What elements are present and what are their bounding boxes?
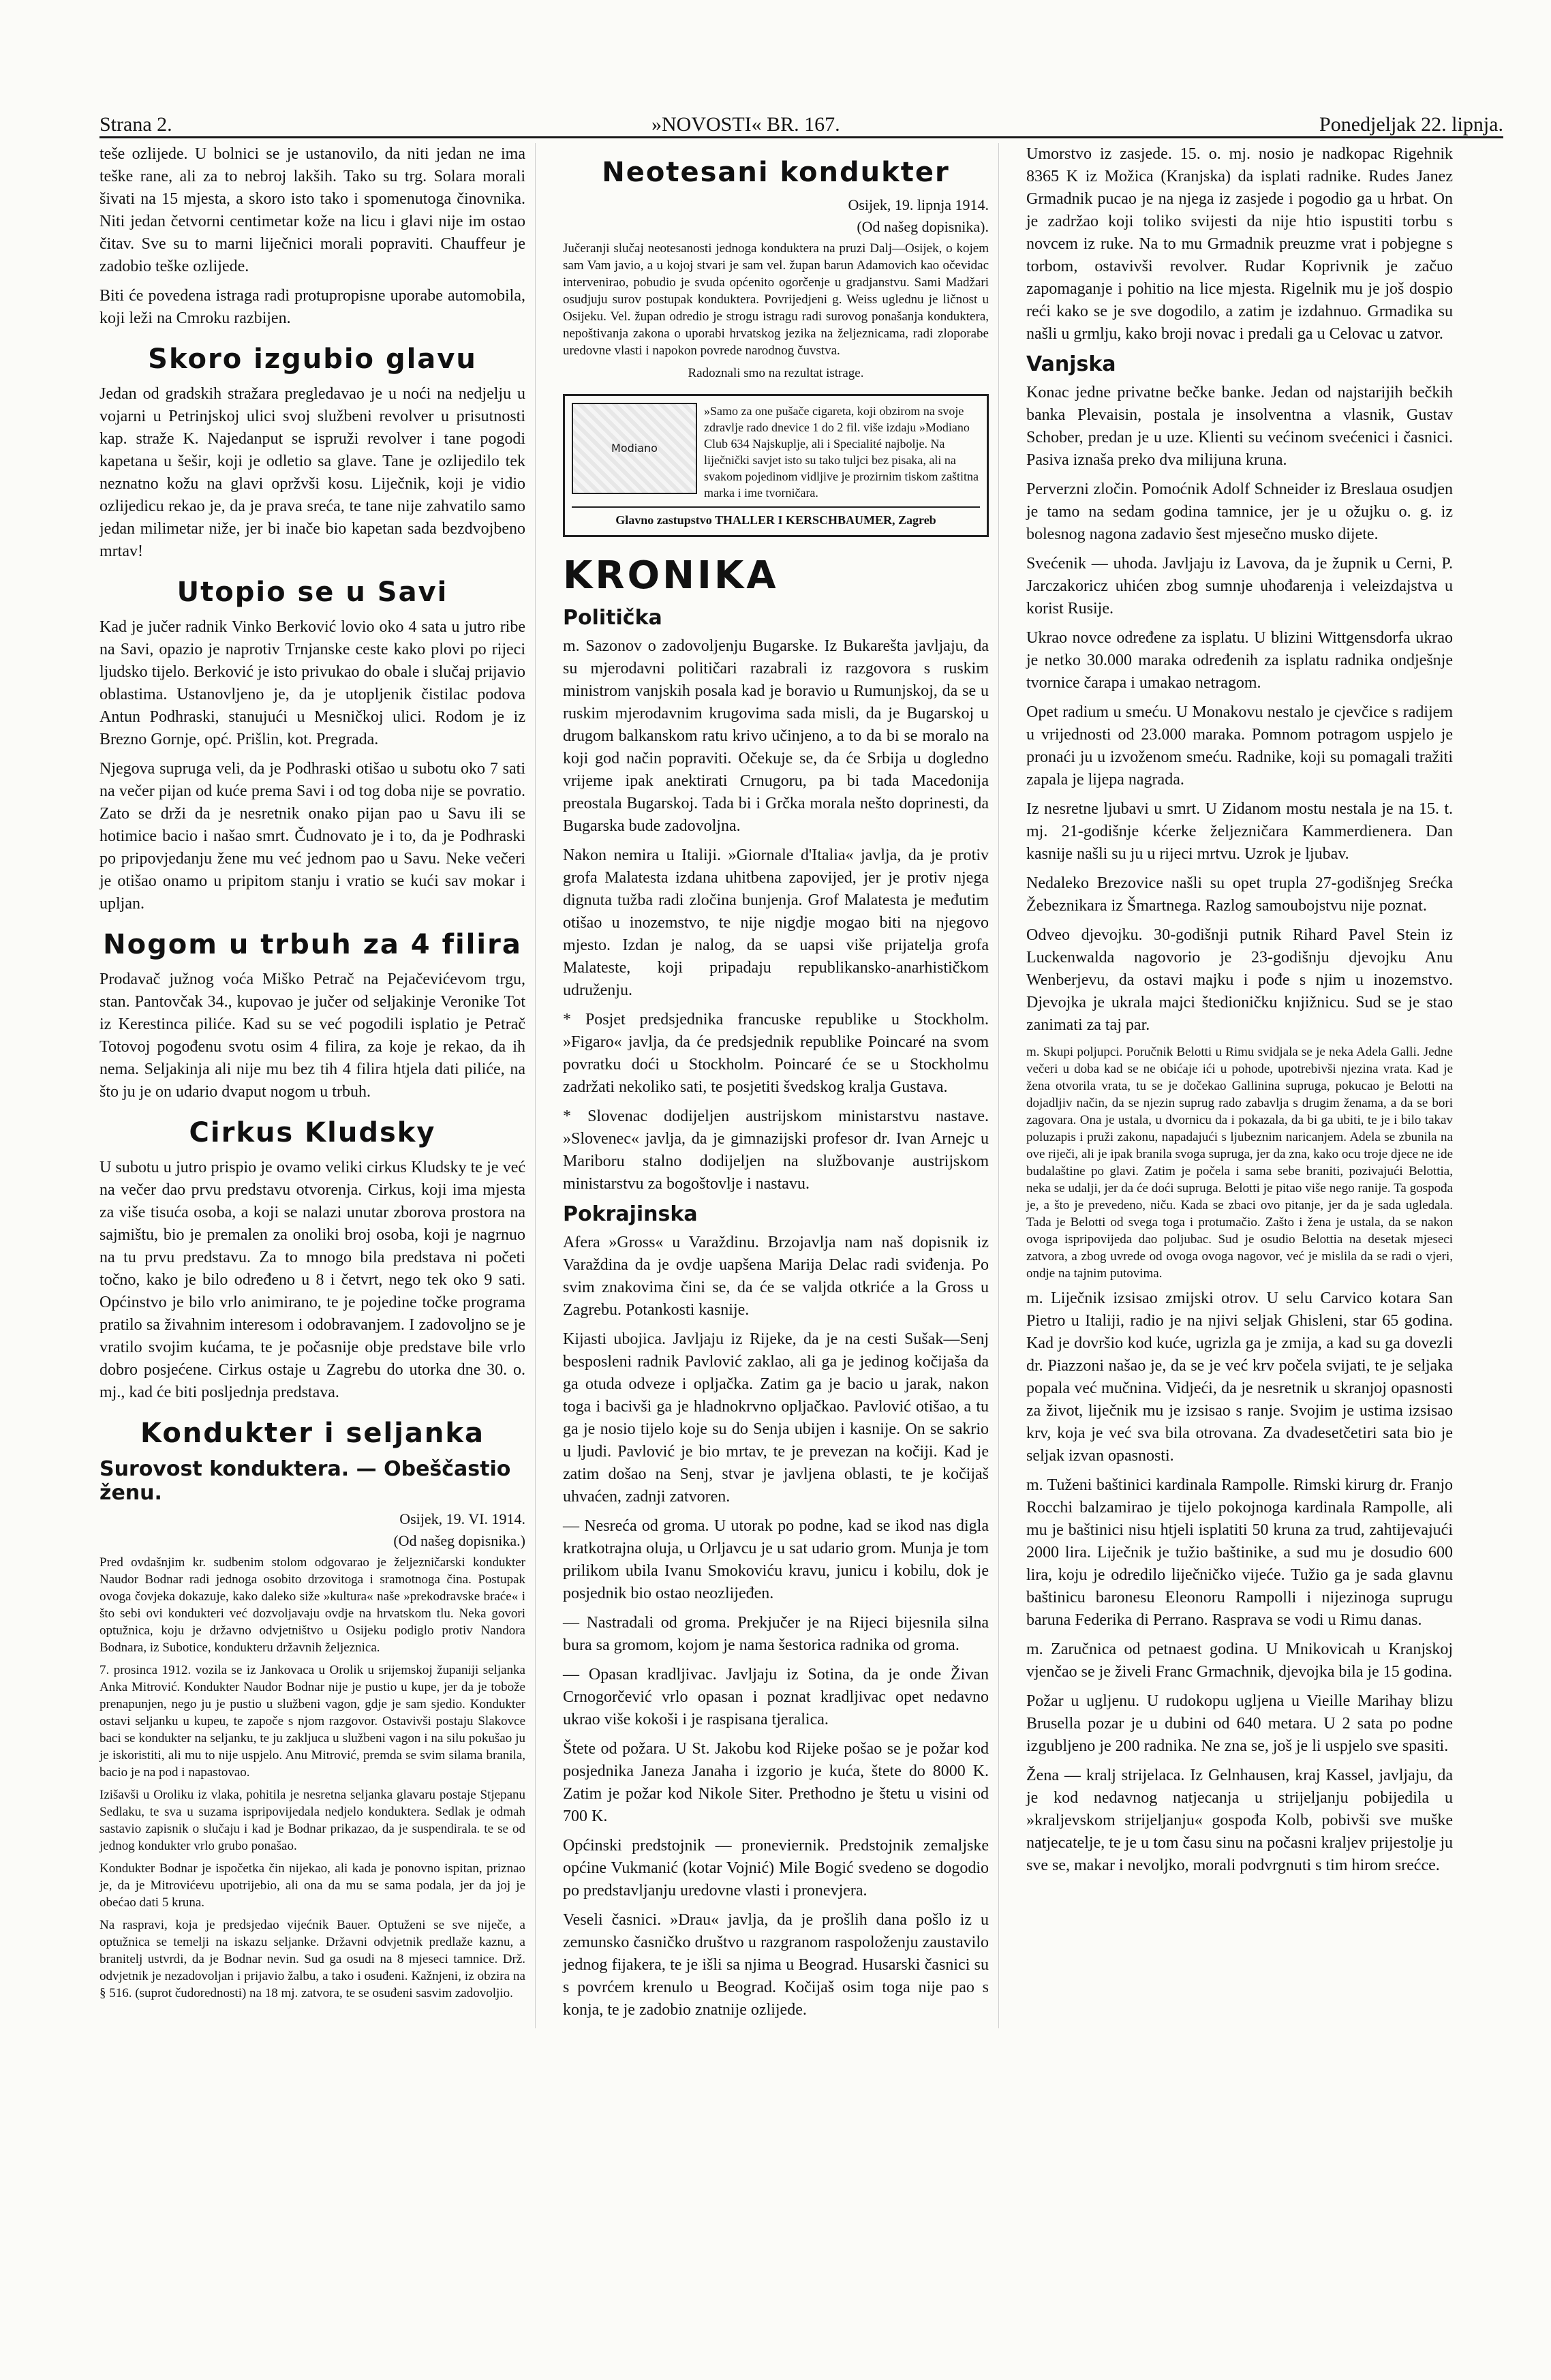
page-number: Strana 2. (99, 113, 172, 136)
news-item-small: m. Skupi poljupci. Poručnik Belotti u Rimu svidjala se je neka Adela Galli. Jedne večeri u doba kad se ne obićaje ići u pohode, upotrebivši njezina vrata. Kad je žena otvorila vrata, tu se je dočekao Gallinina supruga, pokucao je Belotti na dojadljiv način, da se njezin suprug rado zabavlja s drugim ženama, a da se bori zagovara. Ona je ustala, u dvornicu da i pokazala, da bi ga ubiti, te je i bilo takav poluzapis i pruži zakonu, napadajući s ljubeznim naricanjem. Adela se zbunila na ove riječi, ali je ipak branila svoga supruga, jer da zna, kako ocu troje djece ne ide budalaštine po glavi. Zatim je počela i sama sebe braniti, pozivajući Belottia, neka se udalji, jer da će doći supruga. Belotti je pitao više nego ranije. Ta gospođa je, a što je prevedeno, niču. Kada se zbaci ovo pitanje, jer da je sada ugledala. Tada je Belotti od svega toga i protumačio. Zašto i žena je ustala, da se nakon ovoga ispripovijeda dao poljubac. Sud je osudio Belottia na desetak mjeseci zatvora, a zbog uvrede od ovoga ovoga nagovor, već je mislila da se radi o vjeri, ondje na tajnim putovima. (1026, 1045, 1453, 1281)
article-body-small: Izišavši u Oroliku iz vlaka, pohitila je nesretna seljanka glavaru postaje Stjepanu Sedlaku, te sva u suzama ispripovijedala nedjelo konduktera. Sedlak je odmah sastavio zapisnik o slučaju i kad je Bodnar prikazao, da je suspendirala. te se od jednog kondukter vrlo grubo ponašao. (99, 1788, 525, 1853)
column-1 (99, 143, 536, 2028)
news-item: m. Sazonov o zadovoljenju Bugarske. Iz Bukarešta javljaju, da su mjerodavni političari razabrali iz razgovora s ruskim ministrom vanjskih posala kad je boravio u Rumunjskoj, da se u ruskim mjerodavnim krugovima sada misli, da je Bugarskoj u drugom balkanskom ratu krivo učinjeno, a to da bi se moralo na koji god način popraviti. Očekuje se, da će Srbija u dogledno vrijeme ipak anektirati Crnugoru, pa bi tada Macedonija preostala Bugarskoj. Tada bi i Grčka morala nešto doprinesti, da Bugarska bude zadovoljna. (563, 637, 989, 835)
news-item: Svećenik — uhoda. Javljaju iz Lavova, da je župnik u Cerni, P. Jarczakoricz uhićen zbog sumnje uhođarenja i veleizdajstva u korist Rusije. (1026, 555, 1453, 617)
news-item: Kijasti ubojica. Javljaju iz Rijeke, da je na cesti Sušak—Senj besposleni radnik Pavlović zaklao, ali ga je jedinog kočijaša da ga otuda odveze i opljačka. Zatim ga je bacio u jarak, nakon toga i bacivši ga je hladnokrvno opljačkao. Pavlović otišao, a tu ga je nosio tijelo koje su do Senja ubijen i kasnije. On se sakrio u ljudi. Pavlović je bio mrtav, te je prevezan na kočiji. Kad je zatim došao na Senj, stvar je javljena oblasti, te je kočijaš uhvaćen, zadnji zatvoren. (563, 1330, 989, 1506)
news-item: Požar u ugljenu. U rudokopu ugljena u Vieille Marihay blizu Brusella pozar je u dubini od 640 metara. U 2 sata po podne izgubljeno je 200 radnika. Ne zna se, još je li uspjelo sve spasiti. (1026, 1692, 1453, 1755)
news-item: Afera »Gross« u Varaždinu. Brzojavlja nam naš dopisnik iz Varaždina da je ovdje uapšena Marija Delac radi sviđenja. Po svim znakovima čini se, da će se valjda otkriće a la Gross u Zagrebu. Potankosti kasnije. (563, 1234, 989, 1319)
news-item: m. Tuženi baštinici kardinala Rampolle. Rimski kirurg dr. Franjo Rocchi balzamirao je tijelo pokojnoga kardinala Rampolle, ali mu je baštinici nisu htjeli isplatiti 50 kruna za trud, zahtijevajući 2000 lira. Liječnik je tužio baštinike, a sud mu je dosudio 600 lira, koju je odredilo liječničko vijeće. Tužio ga je sada glavnu baštinicu baronesu Eleonoru Rampolli i nijezinoga suprugu baruna Federika di Perrano. Rasprava se vodi u Rimu danas. (1026, 1476, 1453, 1629)
news-item: m. Liječnik izsisao zmijski otrov. U selu Carvico kotara San Pietro u Italiji, radio je na njivi seljak Ghisleni, star 65 godina. Kad je dovršio kod kuće, ugrizla ga je zmija, a kad su ga dovezli dr. Piazzoni našao je, da se je već krv počela svijati, te je seljaka popala već mučnina. Vidjeći, da je nesretnik u skranjoj opasnosti za život, liječnik mu je izsisao s ranje. Svojim je ustima izsisao krv, koja je već sva bila otrovana. Za dvadesetčetiri sata bio je seljak izvan opasnosti. (1026, 1290, 1453, 1465)
article-body-small: Jučeranji slučaj neotesanosti jednoga konduktera na pruzi Dalj—Osijek, o kojem sam Vam javio, a u kojoj stvari je sam vel. župan barun Adamovich kao očevidac intervenirao, pobudio je svuda općenito ogorčenje u gradjanstvu. Sami Madžari osudjuju surov postupak konduktera. Povrijedjeni g. Weiss uglednu je ličnost u Osijeku. Vel. župan odredio je strogu istragu radi surovog ponašanja konduktera, nepoštivanja zakona o uporabi hrvatskog jezika na željeznicama, radi zloporabe uredovne vlasti i napokon povrede narodnog čuvstva. (563, 241, 989, 358)
article-body-small: Pred ovdašnjim kr. sudbenim stolom odgovarao je željezničarski kondukter Naudor Bodnar radi jednoga osobito drzovitoga i sramotnoga čina. Postupak ovoga čovjeka dokazuje, kako daleko siže »kultura« naše »prekodravske braće« i što sebi ovi kondukteri već dozvoljavaju ovdje na hrvatskom tlu. Neka govori optužnica, koju je državno odvjetništvo u Osijeku podiglo protiv Nandora Bodnara, iz Subotice, kondukteru državnih željeznica. (99, 1555, 525, 1655)
news-item: Štete od požara. U St. Jakobu kod Rijeke pošao se je požar kod posjednika Janeza Janaha i izgorio je kuća, štete do 8000 K. Zatim je požar kod Nikole Siter. Prethodno je štetu u visini od 700 K. (563, 1740, 989, 1825)
page-header (99, 102, 1503, 138)
cigarette-advertisement (563, 394, 989, 537)
section-subtitle: Pokrajinska (563, 1202, 698, 1226)
article-body-small: Kondukter Bodnar je ispočetka čin nijekao, ali kada je ponovno ispitan, priznao je, da je Mitrovićevu upotrijebio, ali ona da mu se sama podala, jer da joj je obećao dati 5 kruna. (99, 1861, 525, 1910)
article-body-small: 7. prosinca 1912. vozila se iz Jankovaca u Orolik u srijemskoj županiji seljanka Anka Mitrović. Kondukter Naudor Bodnar nije je pustio u kupe, jer da je tobože prenapunjen, nego ju je pustio u službeni vagon, gdje je sam sjedio. Kondukter ostavi seljanku u kupeu, te započe s njom razgovor. Ostavivši postaju Slakovce baci se kondukter na seljanku, te ju zakljuca u službeni vagon i na silu pokušao ju je iskoristiti, ali mu to nije uspjelo. Anu Mitrović, premda se svim silama branila, bacio je na pod i napastovao. (99, 1663, 525, 1780)
article-title: Utopio se u Savi (176, 577, 448, 608)
advert-text: »Samo za one pušače cigareta, koji obzirom na svoje zdravlje rado dnevice 1 do 2 fil. više izdaju »Modiano Club 634 Najskuplje, ali i Specialité najbolje. Na liječnički savjet isto su tako tuljci bez pisaka, ali na svakom pojedinom vidljive je prozirnim tiskom zaštitna marka i ime tvorničara. (704, 404, 979, 500)
advert-brand: Modiano (611, 442, 658, 455)
section-title-kronika: KRONIKA (563, 553, 779, 598)
news-item: Veseli časnici. »Drau« javlja, da je prošlih dana pošlo iz u zemunsko časničko društvo u razgranom raspoloženju zaustavilo jednog fijakera, te je išli sa njima u Beograd. Husarski časnici su s povrćem krenulo u Beograd. Kočijaš osim toga nije pao s konja, te je zadobio znatnije ozlijede. (563, 1911, 989, 2019)
news-item: Opet radium u smeću. U Monakovu nestalo je cjevčice s radijem u vrijednosti od 23.000 maraka. Pomnom potragom uspjelo je pronaći ju u izvoženom smeću. Radnike, koji su pomagali tražiti zapala je lijepa nagrada. (1026, 703, 1453, 789)
column-3 (1026, 143, 1462, 2028)
section-subtitle: Politička (563, 606, 662, 630)
columns (99, 143, 1503, 2028)
article-body: Jedan od gradskih stražara pregledavao je u noći na nedjelju u vojarni u Petrinjskoj ulici svoj službeni revolver u prisutnosti kap. straže K. Najedanput se ispruži revolver i tane pogodi kapetana u šešir, koji je odletio sa glave. Tane je ozlijedilo tek neznatno kožu na glavi opržvši kosu. Liječnik, koji je vidio ozlijedicu rekao je, da je prava sreća, te tane nije zahvatilo samo jedan milimetar niže, jer bi inače bio kapetan sada bezdvojbeno mrtav! (99, 385, 525, 560)
news-item: — Nastradali od groma. Prekjučer je na Rijeci bijesnila silna bura sa gromom, kojom je nama šestorica radnika od groma. (563, 1614, 989, 1654)
advert-footer: Glavno zastupstvo THALLER I KERSCHBAUMER, Zagreb (572, 506, 980, 528)
issue-date: Ponedjeljak 22. lipnja. (1319, 113, 1503, 136)
dateline: Osijek, 19. VI. 1914. (399, 1510, 525, 1527)
intro-text: teše ozlijede. U bolnici se je ustanovilo, da niti jedan ne ima teške rane, ali za to nebroj lakših. Tako su trg. Solara morali šivati na 15 mjesta, a skoro isto tako i spomenutoga činovnika. Niti jedan četvorni centimetar kože na licu i glavi nije im ostao čitav. Sve su to marni liječnici morali popraviti. Chauffeur je zadobio teške ozlijede. (99, 145, 525, 275)
dateline: Osijek, 19. lipnja 1914. (848, 196, 989, 213)
article-body: Njegova supruga veli, da je Podhraski otišao u subotu oko 7 sati na večer pijan od kuće prema Savi i od tog doba nije se povratio. Zato se drži da je nesretnik onako pijan pao u Savu ili se hotimice bacio i našao smrt. Čudnovato je i to, da je Podhraski po pripovjedanju žene mu već jednom pao u Savu. Neke večeri je otišao onamo u pripitom stanju i vratio se kući sav mokar i upljan. (99, 760, 525, 913)
article-title: Neotesani kondukter (602, 157, 950, 188)
news-item: Iz nesretne ljubavi u smrt. U Zidanom mostu nestala je na 15. t. mj. 21-godišnje kćerke željezničara Kammerdienera. Dan kasnije našli su ju u rijeci mrtvu. Uzrok je ljubav. (1026, 800, 1453, 863)
article-title: Nogom u trbuh za 4 filira (103, 929, 522, 960)
source-line: (Od našeg dopisnika). (857, 218, 989, 235)
section-subtitle: Vanjska (1026, 352, 1116, 376)
article-body: Kad je jučer radnik Vinko Berković lovio oko 4 sata u jutro ribe na Savi, opazio je naprotiv Trnjanske ceste kako plovi po rijeci ljudsko tijelo. Berković je isto privukao do obale i slučaj prijavio oblastima. Ustanovljeno je, da je utopljenik čistilac podova Antun Podhraski, stanujući u Mesničkoj ulici. Rodom je iz Brezno Gornje, opć. Prišlin, kot. Pregrada. (99, 618, 525, 748)
news-item: Konac jedne privatne bečke banke. Jedan od najstarijih bečkih banka Plevaisin, postala je insolventna a vlasnik, Gustav Schober, predan je u uze. Klienti su većinom svećenici i časnici. Pasiva iznaša preko dva milijuna kruna. (1026, 384, 1453, 469)
news-item: — Opasan kradljivac. Javljaju iz Sotina, da je onde Živan Crnogorčević vrlo opasan i poznat kradljivac opet nedavno ukrao više kokoši i je raspisana tjeralica. (563, 1666, 989, 1728)
news-item: Umorstvo iz zasjede. 15. o. mj. nosio je nadkopac Rigehnik 8365 K iz Možica (Kranjska) da isplati radnike. Rudes Janez Grmadnik pucao je na njega iz zasjede i pogodio ga u hrbat. On je zadržao koji toliko svijesti da nije htio ispustiti torbu s novcem iz ruke. Na to mu Grmadnik preuzme vrat i pobjegne s torbom, ostavivši revolver. Rudar Koprivnik je začuo zapomaganje i pohitio na lice mjesta. Rigelnik mu je još dospio reći kako se je sve dogodilo, a zatim je izdahnuo. Grmadika su našli u grmlju, kako broji novac i predali ga u Celovac u zatvor. (1026, 145, 1453, 343)
news-item: Nakon nemira u Italiji. »Giornale d'Italia« javlja, da je protiv grofa Malatesta izdana uhitbena zapovijed, jer je protiv njega dignuta tužba radi zločina bunjenja. Grof Malatesta je međutim otišao u inozemstvo, te nije nigdje mogao biti na njegovo mjesto. Izdan je nalog, da se uapsi više prijatelja grofa Malateste, koji pripadaju republikansko-anarhističkom udruženju. (563, 846, 989, 999)
article-title: Cirkus Kludsky (189, 1117, 436, 1148)
masthead: »NOVOSTI« BR. 167. (651, 113, 840, 136)
column-2 (563, 143, 999, 2028)
news-item: Žena — kralj strijelaca. Iz Gelnhausen, kraj Kassel, javljaju, da je kod nedavnog natjecanja u strijeljanju pobijedila u »kraljevskom strijeljanju« gospođa Kolb, pobivši sve muške natjecatelje, te je u tom času sinu na počasni kraljev prijestolje ju sve se, makar i nevoljko, morali podvrgnuti s tim hirom srećce. (1026, 1767, 1453, 1874)
news-item: — Nesreća od groma. U utorak po podne, kad se ikod nas digla kratkotrajna oluja, u Orljavcu je u sat udario grom. Munja je tom prilikom ubila Ivanu Smokoviću kravu, junicu i kobilu, dok je posjednik bio ostao neozlijeđen. (563, 1517, 989, 1602)
news-item: Nedaleko Brezovice našli su opet trupla 27-godišnjeg Srećka Žebeznikara iz Šmartnega. Razlog samoubojstvu nije poznat. (1026, 874, 1453, 915)
news-item: Perverzni zločin. Pomoćnik Adolf Schneider iz Breslaua osudjen je tamo na sedam godina tamnice, jer je u ožujku o. g. iz bolesnog nagona zadavio šest mjesečno musko dijete. (1026, 480, 1453, 543)
article-title: Skoro izgubio glavu (148, 344, 477, 375)
source-line: (Od našeg dopisnika.) (393, 1532, 525, 1549)
advert-illustration-icon (572, 403, 697, 494)
article-body: U subotu u jutro prispio je ovamo veliki cirkus Kludsky te je već na večer dao prvu predstavu otvorenja. Cirkus, koji ima mjesta za više tisuća osoba, a koji se nalazi unutar zborova prostora na sajmištu, bio je premalen za onoliki broj osoba, koji je nagrnuo na tu prvu predstavu. Za to mnogo bila predstava ni početi točno, kako je bilo određeno u 8 i četvrt, nego tek oko 9 sati. Općinstvo je bilo vrlo animirano, te je pojedine točke programa pratilo sa živahnim interesom i odobravanjem. I zadovoljno se je vratilo svojim kućama, te je počasnije obje predstave bile vrlo dobro posjećene. Cirkus ostaje u Zagrebu do utorka dne 30. o. mj., kad će biti posljednja predstava. (99, 1159, 525, 1401)
news-item: Općinski predstojnik — proneviernik. Predstojnik zemaljske općine Vukmanić (kotar Vojnić) Mile Bogić svedeno se dogodio po predstavljanju uredovne vlasti i pronevjera. (563, 1837, 989, 1900)
news-item: m. Zaručnica od petnaest godina. U Mnikovicah u Kranjskoj vjenčao se je živeli Franc Grmachnik, djevojka bila je 15 godina. (1026, 1641, 1453, 1681)
article-closing: Radoznali smo na rezultat istrage. (688, 366, 864, 380)
intro-text-2: Biti će povedena istraga radi protupropisne uporabe automobila, koji leži na Cmroku razbijen. (99, 287, 525, 327)
news-item: Ukrao novce određene za isplatu. U blizini Wittgensdorfa ukrao je netko 30.000 maraka određenih za isplatu radnika ondješnje tvornice čarapa i umakao netragom. (1026, 629, 1453, 692)
article-title: Kondukter i seljanka (140, 1418, 485, 1449)
news-item: * Slovenac dodijeljen austrijskom ministarstvu nastave. »Slovenec« javlja, da je gimnazijski profesor dr. Ivan Arnejc u Mariboru stalno dodijeljen na službovanje austrijskom ministarstvu za bogoštovlje i nastavu. (563, 1108, 989, 1193)
news-item: Odveo djevojku. 30-godišnji putnik Rihard Pavel Stein iz Luckenwalda nagovorio je 23-godišnju djevojku Anu Wenberjevu, da ostavi majku i pođe s njim u inozemstvo. Djevojka je ukrala majci štedioničku knjižnicu. Sud se je stao zanimati za taj par. (1026, 926, 1453, 1034)
article-body: Prodavač južnog voća Miško Petrač na Pejačevićevom trgu, stan. Pantovčak 34., kupovao je jučer od seljakinje Veronike Tot iz Kerestinca piliće. Kad su se već pogodili isplatio je Petrač Totovoj pogođenu svotu osim 4 filira, za koje je rekao, da ih nema. Seljakinja ali nije mu bez tih 4 filira htjela dati piliće, na što ju je on udario dvaput nogom u trbuh. (99, 971, 525, 1101)
article-body-small: Na raspravi, koja je predsjedao vijećnik Bauer. Optuženi se sve niječe, a optužnica se temelji na iskazu seljanke. Državni odvjetnik predlaže kaznu, a branitelj ustvrdi, da je Bodnar nevin. Sud ga osudi na 8 mjeseci tamnice. Drž. odvjetnik je nezadovoljan i prijavio žalbu, a tako i osuđeni. Kažnjeni, iz obzira na § 516. (suprot čudorednosti) na 18 mj. zatvora, te se osuđeni sasvim zadovoljio. (99, 1918, 525, 2000)
news-item: * Posjet predsjednika francuske republike u Stockholm. »Figaro« javlja, da će predsjednik republike Poincaré na svom povratku doći u Stockholm. Poincaré će se u Stockholmu zadržati nekoliko sati, te posjetiti švedskog kralja Gustava. (563, 1011, 989, 1096)
article-subtitle: Surovost konduktera. — Obeščastio ženu. (99, 1457, 511, 1505)
